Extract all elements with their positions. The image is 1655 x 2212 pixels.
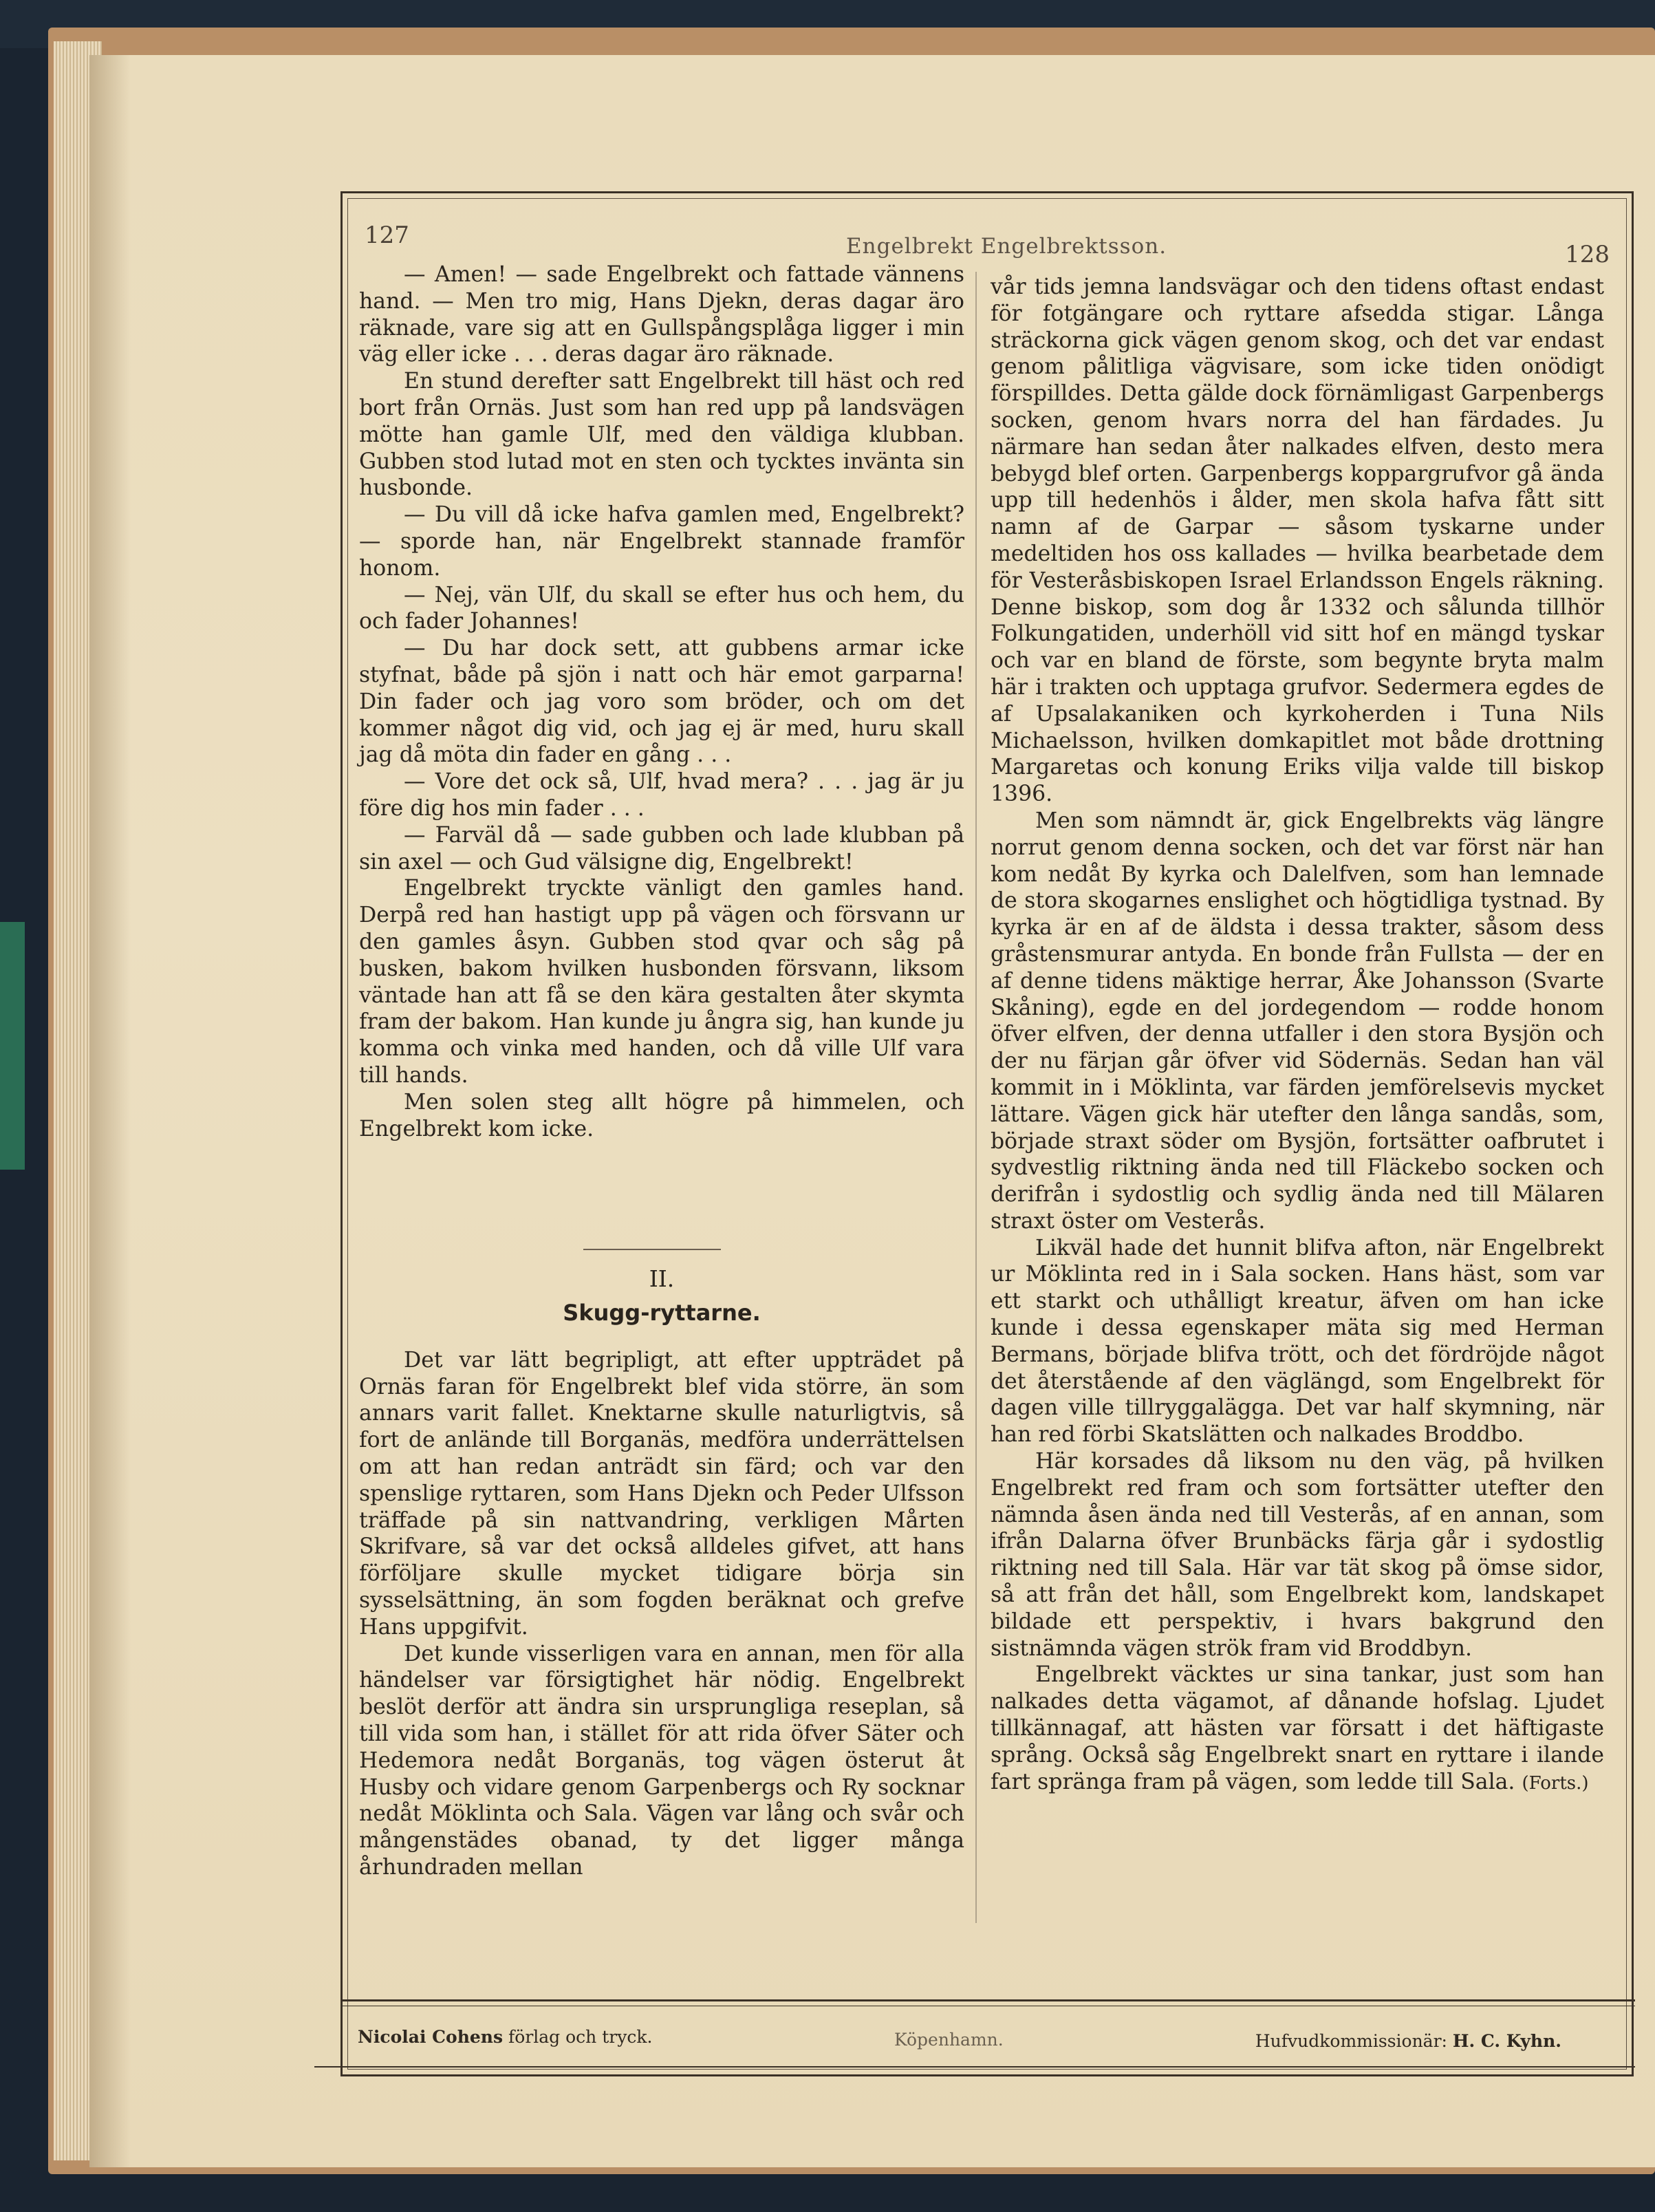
footer-rule xyxy=(342,1999,1635,2001)
paragraph: Det kunde visserligen vara en annan, men för alla händelser var försigtighet här nödig. Engelbrekt beslöt derför att ändra sin ursprungliga reseplan, så till vida som han, i stället för att rida öfver Säter och Hedemora nedåt Borganäs, tog vägen österut åt Husby och vidare genom Garpenbergs och Ry socknar nedåt Möklinta och Sala. Vägen var lång och svår och mångenstädes obanad, ty det ligger många århundraden mellan xyxy=(359,1641,964,1880)
paragraph xyxy=(991,1662,1604,1796)
paragraph-text: Engelbrekt väcktes ur sina tankar, just som han nalkades detta vägamot, af dånande hofslag. Ljudet tillkännagaf, att hästen var försatt i det häftigaste språng. Också såg Engelbrekt snart en ryttare i ilande fart spränga fram på vägen, som ledde till Sala. xyxy=(991,1662,1604,1794)
page-number-right: 128 xyxy=(1565,241,1610,268)
spine-shadow xyxy=(89,55,131,2167)
right-column xyxy=(991,274,1604,1796)
publisher-city: Köpenhamn. xyxy=(894,2030,1004,2050)
running-title: Engelbrekt Engelbrektsson. xyxy=(846,234,1167,259)
publisher-name: Nicolai Cohens xyxy=(358,2027,504,2047)
left-column xyxy=(359,261,964,1881)
paragraph: — Nej, vän Ulf, du skall se efter hus och hem, du och fader Johannes! xyxy=(359,582,964,634)
paragraph: — Farväl då — sade gubben och lade klubban på sin axel — och Gud välsigne dig, Engelbrekt! xyxy=(359,822,964,874)
paragraph: En stund derefter satt Engelbrekt till häst och red bort från Ornäs. Just som han red upp på landsvägen mötte han gamle Ulf, med den väldiga klubban. Gubben stod lutad mot en sten och tycktes invänta sin husbonde. xyxy=(359,369,964,501)
agent-name: H. C. Kyhn. xyxy=(1452,2031,1561,2051)
page-header xyxy=(365,213,1610,268)
publisher-rest: förlag och tryck. xyxy=(508,2027,653,2047)
paragraph: Men solen steg allt högre på himmelen, och Engelbrekt kom icke. xyxy=(359,1089,964,1141)
section-title: Skugg-ryttarne. xyxy=(563,1300,761,1327)
paragraph: Här korsades då liksom nu den väg, på hvilken Engelbrekt red fram och som fortsätter utefter den nämnda åsen ända ned till Vesterås, af en annan, som ifrån Dalarna öfver Brunbäcks färja går i sydostlig riktning ned till Sala. Här var tät skog på ömse sidor, så att från det håll, som Engelbrekt kom, landskapet bildade ett perspektiv, i hvars bakgrund den sistnämnda vägen strök fram vid Broddbyn. xyxy=(991,1449,1604,1661)
section-number: II. xyxy=(649,1265,675,1293)
publisher xyxy=(358,2027,652,2047)
page-number-left: 127 xyxy=(365,222,409,249)
section-spacer xyxy=(359,1142,964,1266)
paragraph: Likväl hade det hunnit blifva afton, när Engelbrekt ur Möklinta red in i Sala socken. Hans häst, som var ett starkt och uthålligt kreatur, äfven om han icke kunde i dessa egenskaper mäta sig med Herman Bermans, började blifva trött, och det fördröjde något det återstående af den väglängd, som Engelbrekt för dagen ville tillryggalägga. Det var half skymning, när han red förbi Skatslätten och nalkades Broddbo. xyxy=(991,1235,1604,1448)
paragraph: — Amen! — sade Engelbrekt och fattade vännens hand. — Men tro mig, Hans Djekn, deras dagar äro räknade, vare sig att en Gullspångsplåga ligger i min väg eller icke . . . deras dagar äro räknade. xyxy=(359,262,964,367)
paragraph: vår tids jemna landsvägar och den tidens oftast endast för fotgängare och ryttare afsedda stigar. Långa sträckorna gick vägen genom skog, och det var endast genom pålitliga vägvisare, som icke tiden onödigt förspilldes. Detta gälde dock förnämligast Garpenbergs socken, genom hvars norra del han färdades. Ju närmare han sedan åter nalkades elfven, desto mera bebygd blef orten. Garpenbergs koppargrufvor gå ända upp till hedenhös i ålder, men skola hafva fått sitt namn af de Garpar — såsom tyskarne under medeltiden hos oss kallades — hvilka bearbetade dem för Vesteråsbiskopen Israel Erlandsson Engels räkning. Denne biskop, som dog år 1332 och sålunda tillhör Folkungatiden, underhöll vid sitt hof en mängd tyskar och var en bland de förste, som begynte bryta malm här i trakten och upptaga grufvor. Sedermera egdes de af Upsalakaniken och kyrkoherden i Tuna Nils Michaelsson, hvilken domkapitlet mot både drottning Margaretas och konung Eriks vilja valde till biskop 1396. xyxy=(991,275,1604,807)
paragraph: — Du vill då icke hafva gamlen med, Engelbrekt? — sporde han, när Engelbrekt stannade framför honom. xyxy=(359,502,964,581)
agent-label: Hufvudkommissionär: xyxy=(1255,2031,1447,2051)
section-rule xyxy=(583,1249,721,1250)
footer-rule-bottom xyxy=(314,2066,1635,2068)
paragraph: Det var lätt begripligt, att efter uppträdet på Ornäs faran för Engelbrekt blef vida större, än som annars varit fallet. Knektarne skulle naturligtvis, så fort de anlände till Borganäs, medföra underrättelsen om att han redan anträdt sin färd; och var den spenslige ryttaren, som Hans Djekn och Peder Ulfsson träffade på sin nattvandring, verkligen Mårten Skrifvare, så var det också alldeles gifvet, att hans förföljare skulle mycket tidigare börja sin sysselsättning, än som fogden beräknat och grefve Hans uppgifvit. xyxy=(359,1347,964,1640)
column-divider xyxy=(975,272,977,1923)
agent xyxy=(1255,2031,1561,2051)
paragraph: — Vore det ock så, Ulf, hvad mera? . . . jag är ju före dig hos min fader . . . xyxy=(359,769,964,821)
page-footer xyxy=(358,2027,1561,2054)
paragraph: Men som nämndt är, gick Engelbrekts väg längre norrut genom denna socken, och det var först när han kom nedåt By kyrka och Dalelfven, som han lemnade de stora skogarnes enslighet och högtidliga tystnad. By kyrka är en af de äldsta i dessa trakter, såsom dess gråstensmurar antyda. En bonde från Fullsta — der en af denne tidens mäktige herrar, Åke Johansson (Svarte Skåning), egde en del jordegendom — rodde honom öfver elfven, der denna utfaller i den stora Bysjön och der nu färjan går öfver vid Södernäs. Sedan han väl kommit in i Möklinta, var färden jemförelsevis mycket lättare. Vägen gick här utefter den långa sandås, som, började straxt söder om Bysjön, fortsätter oafbrutet i sydvestlig riktning ända ned till Fläckebo socken och derifrån i sydostlig och sydlig ända ned till Mälaren straxt öster om Vesterås. xyxy=(991,808,1604,1234)
continued-note: (Forts.) xyxy=(1522,1772,1589,1794)
paragraph: Engelbrekt tryckte vänligt den gamles hand. Derpå red han hastigt upp på vägen och försvann ur den gamles åsyn. Gubben stod qvar och såg på busken, bakom hvilken husbonden försvann, liksom väntade han att få se den kära gestalten åter skymta fram der bakom. Han kunde ju ångra sig, han kunde ju komma och vinka med handen, och då ville Ulf vara till hands. xyxy=(359,876,964,1088)
background-strip xyxy=(0,922,25,1170)
paragraph: — Du har dock sett, att gubbens armar icke styfnat, både på sjön i natt och här emot garparna! Din fader och jag voro som bröder, och om det kommer något dig vid, och jag ej är med, huru skall jag då möta din fader en gång . . . xyxy=(359,636,964,768)
